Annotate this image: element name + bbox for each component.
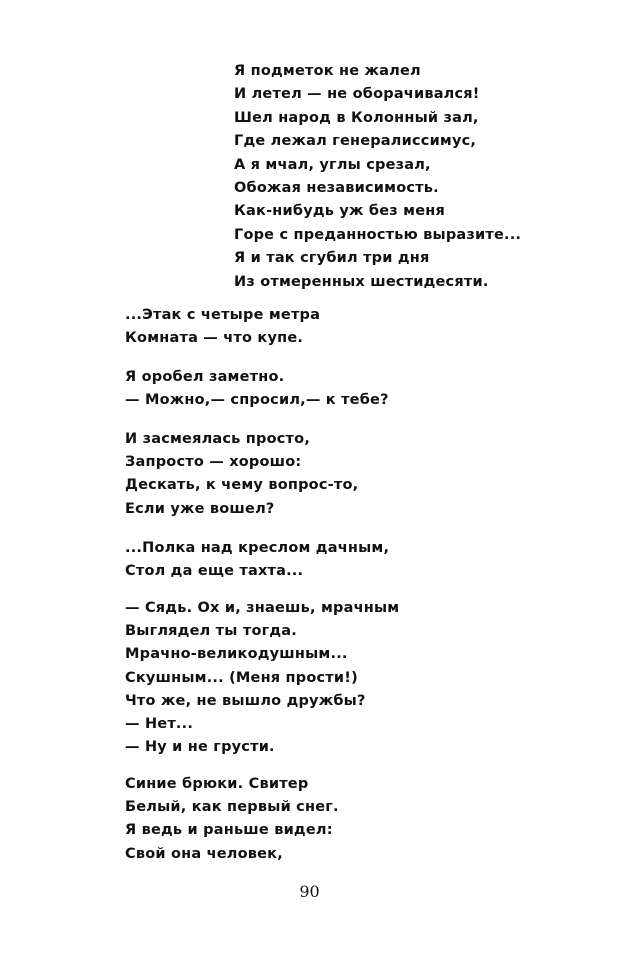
poem-line: — Нет... (125, 716, 194, 733)
poem-line: Если уже вошел? (125, 500, 275, 517)
poem-line: ...Полка над креслом дачным, (125, 540, 390, 556)
poem-line: Я и так сгубил три дня (234, 250, 430, 267)
poem-line: Горе с преданностью выразите... (234, 226, 522, 243)
poem-line: Из отмеренных шестидесяти. (234, 273, 489, 290)
poem-line: Дескать, к чему вопрос-то, (125, 477, 359, 494)
poem-line: Белый, как первый снег. (125, 799, 339, 816)
poem-line: Скушным... (Меня прости!) (125, 669, 358, 686)
poem-line: И засмеялась просто, (125, 431, 311, 447)
stanza-7 (125, 773, 339, 866)
poem-line: Комната — что купе. (125, 330, 304, 347)
stanza-2 (125, 304, 320, 350)
poem-line: И летел — не оборачивался! (234, 86, 480, 103)
poem-line: Я подметок не жалел (234, 63, 421, 79)
poem-line: А я мчал, углы срезал, (234, 156, 431, 173)
poem-line: Выглядел ты тогда. (125, 623, 297, 640)
poem-line: ...Этак с четыре метра (125, 307, 321, 323)
poem-line: Запросто — хорошо: (125, 454, 302, 471)
stanza-4 (125, 428, 358, 521)
poem-line: — Сядь. Ох и, знаешь, мрачным (125, 600, 400, 616)
poem-line: Обожая независимость. (234, 180, 439, 197)
stanza-1 (234, 60, 521, 294)
page-number: 90 (299, 882, 320, 901)
stanza-6 (125, 597, 399, 759)
poem-line: Что же, не вышло дружбы? (125, 692, 366, 709)
poem-line: Стол да еще тахта... (125, 563, 304, 580)
poem-line: Я ведь и раньше видел: (125, 822, 333, 839)
poem-line: — Ну и не грусти. (125, 739, 275, 756)
poem-line: Как-нибудь уж без меня (234, 203, 445, 220)
stanza-5 (125, 537, 389, 583)
poem-line: Я оробел заметно. (125, 369, 285, 385)
poem-line: Синие брюки. Свитер (125, 776, 309, 792)
stanza-3 (125, 366, 389, 412)
poem-line: Мрачно-великодушным... (125, 646, 348, 663)
poem-line: — Можно,— спросил,— к тебе? (125, 392, 389, 409)
poem-line: Шел народ в Колонный зал, (234, 109, 479, 126)
poem-line: Где лежал генералиссимус, (234, 133, 477, 150)
poem-line: Свой она человек, (125, 845, 283, 862)
